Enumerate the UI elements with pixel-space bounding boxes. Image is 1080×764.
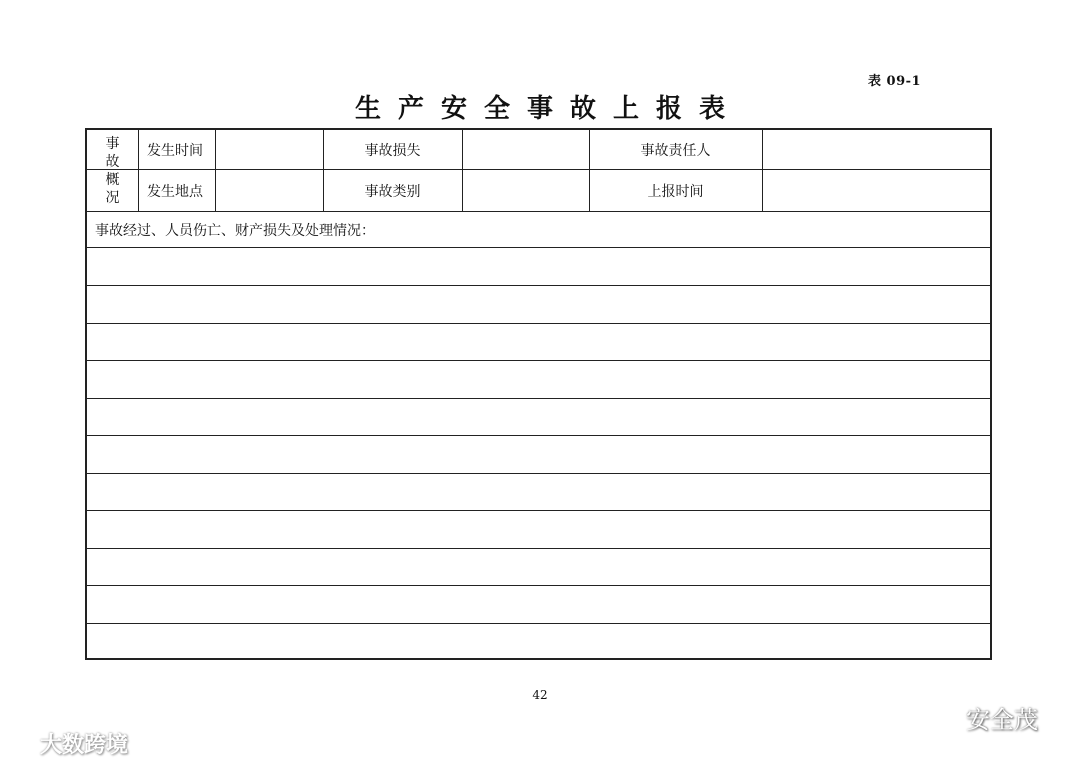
page-title: 生产安全事故上报表	[354, 94, 742, 124]
row-divider	[87, 435, 990, 436]
overview-label-char: 况	[105, 189, 120, 206]
narrative-label: 事故经过、人员伤亡、财产损失及处理情况：	[95, 223, 375, 239]
row-divider	[87, 585, 990, 586]
row-divider	[87, 211, 990, 212]
row-divider	[87, 398, 990, 399]
report-time-value[interactable]	[763, 170, 989, 211]
watermark-left	[8, 728, 128, 759]
row-divider	[87, 360, 990, 361]
watermark-right-text: 安全茂	[966, 706, 1038, 734]
category-label: 事故类别	[364, 183, 421, 200]
loss-label: 事故损失	[364, 142, 421, 159]
responsible-person-value[interactable]	[763, 130, 989, 169]
overview-label	[87, 130, 138, 211]
row-divider	[87, 510, 990, 511]
occurrence-time-value[interactable]	[216, 130, 322, 169]
overview-label-char: 概	[105, 171, 120, 188]
loss-value[interactable]	[463, 130, 588, 169]
row-divider	[87, 548, 990, 549]
col-divider	[138, 130, 139, 211]
watermark-right	[928, 700, 1038, 735]
overview-label-char: 故	[105, 153, 120, 170]
row-divider	[87, 473, 990, 474]
report-table	[85, 128, 992, 660]
occurrence-place-value[interactable]	[216, 170, 322, 211]
overview-label-char: 事	[105, 135, 120, 152]
row-divider	[87, 285, 990, 286]
occurrence-place-label: 发生地点	[147, 183, 203, 200]
category-value[interactable]	[463, 170, 588, 211]
occurrence-time-label: 发生时间	[147, 142, 203, 159]
row-divider	[87, 323, 990, 324]
row-divider	[87, 623, 990, 624]
chat-bubble-icon	[8, 730, 36, 757]
responsible-person-label: 事故责任人	[640, 142, 711, 159]
form-number: 表 09-1	[868, 74, 922, 89]
watermark-left-text: 大数跨境	[40, 733, 129, 758]
row-divider	[87, 247, 990, 248]
wechat-icon	[928, 701, 960, 735]
report-time-label: 上报时间	[647, 183, 704, 200]
page-number: 42	[532, 688, 548, 702]
